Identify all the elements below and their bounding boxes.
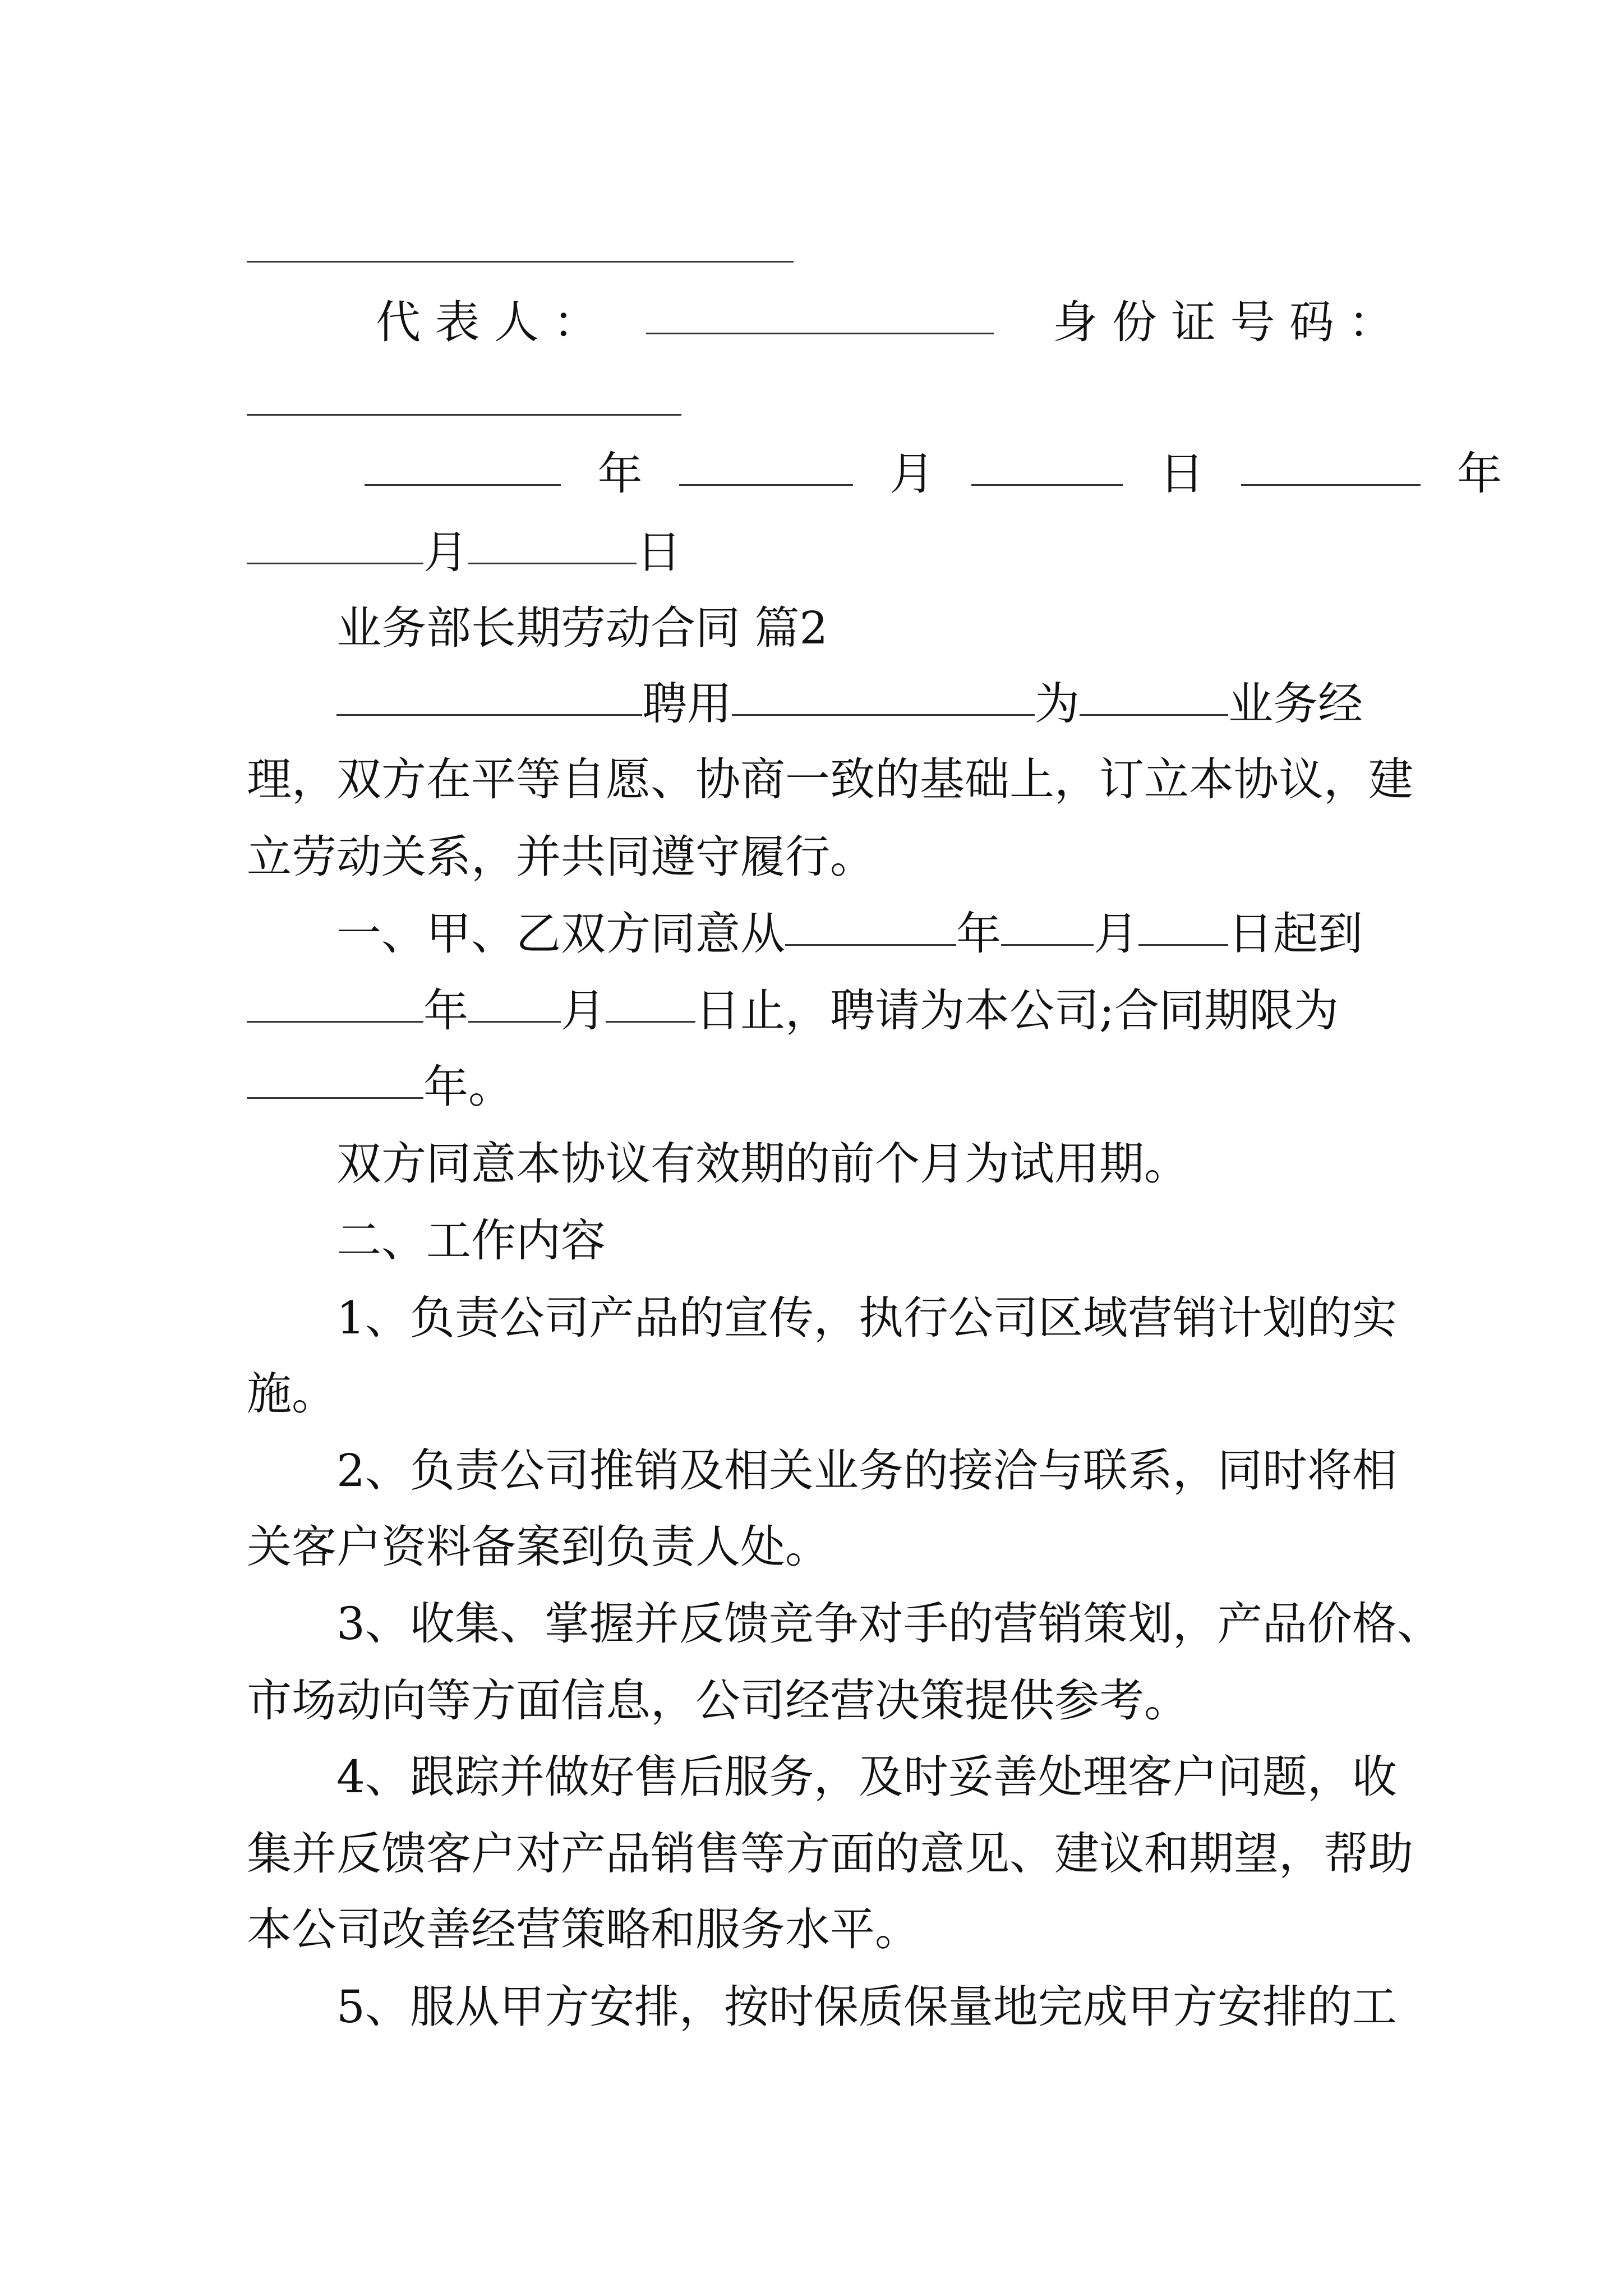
item-4-line: 集并反馈客户对产品销售等方面的意见、建议和期望，帮助 — [247, 1828, 1413, 1880]
signature-blank-line — [247, 261, 794, 263]
item-1-line: 施。 — [247, 1368, 336, 1420]
hire-line — [336, 678, 1623, 730]
item-3-line: 市场动向等方面信息，公司经营决策提供参考。 — [247, 1674, 1189, 1727]
term-line-3: 年。 — [247, 1065, 1623, 1110]
year-label: 年 — [597, 448, 643, 500]
item-3-line: 3、收集、掌握并反馈竞争对手的营销策划，产品价格、 — [336, 1598, 1442, 1650]
section-heading: 业务部长期劳动合同 篇2 — [336, 602, 828, 654]
representative-label: 代 表 人 ： — [376, 296, 598, 348]
representative-line — [376, 296, 1623, 348]
year-label: 年 — [1457, 448, 1502, 500]
month-label: 月 — [889, 448, 935, 500]
representative-blank — [646, 333, 994, 334]
id-number-blank — [247, 414, 681, 416]
day-label: 日 — [637, 526, 681, 578]
item-4-line: 本公司改善经营策略和服务水平。 — [247, 1903, 920, 1955]
item-4-line: 4、跟踪并做好售后服务，及时妥善处理客户问题，收 — [336, 1751, 1397, 1803]
id-number-label: 身 份 证 号 码 ： — [1053, 296, 1394, 348]
item-1-line: 1、负责公司产品的宣传，执行公司区域营销计划的实 — [336, 1292, 1397, 1344]
date-line-2 — [247, 526, 1623, 578]
item-5-line: 5、服从甲方安排，按时保质保量地完成甲方安排的工 — [336, 1981, 1397, 2033]
position-label: 业务经 — [1228, 678, 1363, 730]
item-2-line: 关客户资料备案到负责人处。 — [247, 1521, 830, 1573]
hire-label: 聘用 — [642, 678, 732, 730]
term-line-2: 年 月 日止，聘请为本公司;合同期限为 — [247, 988, 1623, 1033]
day-label: 日 — [1159, 448, 1205, 500]
probation-line: 双方同意本协议有效期的前个月为试用期。 — [336, 1138, 1189, 1190]
date-line-1 — [365, 448, 1623, 500]
section-2-heading: 二、工作内容 — [336, 1214, 606, 1267]
as-label: 为 — [1035, 678, 1080, 730]
paragraph-line: 立劳动关系，并共同遵守履行。 — [247, 831, 875, 883]
item-2-line: 2、负责公司推销及相关业务的接洽与联系，同时将相 — [336, 1444, 1397, 1497]
paragraph-line: 理，双方在平等自愿、协商一致的基础上，订立本协议，建 — [247, 753, 1413, 806]
month-label: 月 — [423, 526, 468, 578]
term-line-1: 一、甲、乙双方同意从 年 月 日起到 — [336, 908, 1363, 960]
